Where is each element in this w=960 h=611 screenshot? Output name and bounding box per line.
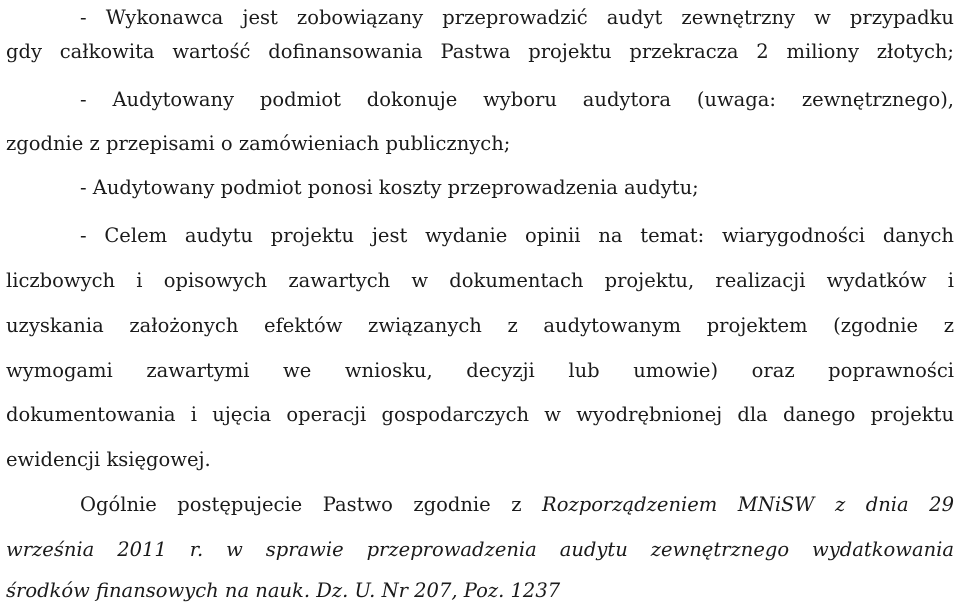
text-line-8: uzyskania założonych efektów związanych z audytowanym projektem (zgodnie z bbox=[6, 314, 954, 337]
text-line-4: zgodnie z przepisami o zamówieniach publicznych; bbox=[6, 132, 511, 155]
text-line-7: liczbowych i opisowych zawartych w dokumentach projektu, realizacji wydatków i bbox=[6, 269, 954, 292]
closing-line-1-italic: Rozporządzeniem MNiSW z dnia 29 bbox=[542, 493, 954, 516]
text-line-2: gdy całkowita wartość dofinansowania Pastwa projektu przekracza 2 miliony złotych; bbox=[6, 40, 954, 63]
text-line-1: - Wykonawca jest zobowiązany przeprowadzić audyt zewnętrzny w przypadku bbox=[80, 6, 954, 29]
text-line-11: ewidencji księgowej. bbox=[6, 448, 211, 471]
closing-line-1-normal: Ogólnie postępujecie Pastwo zgodnie z bbox=[80, 493, 543, 516]
text-line-5: - Audytowany podmiot ponosi koszty przeprowadzenia audytu; bbox=[80, 176, 699, 199]
closing-line-1 bbox=[80, 485, 954, 525]
text-line-10: dokumentowania i ujęcia operacji gospodarczych w wyodrębnionej dla danego projektu bbox=[6, 403, 954, 426]
closing-line-2: września 2011 r. w sprawie przeprowadzenia audytu zewnętrznego wydatkowania bbox=[6, 538, 954, 561]
text-line-9: wymogami zawartymi we wniosku, decyzji lub umowie) oraz poprawności bbox=[6, 359, 954, 382]
text-line-6: - Celem audytu projektu jest wydanie opinii na temat: wiarygodności danych bbox=[80, 224, 954, 247]
text-line-3: - Audytowany podmiot dokonuje wyboru audytora (uwaga: zewnętrznego), bbox=[80, 88, 954, 111]
closing-line-3: środków finansowych na nauk. Dz. U. Nr 207, Poz. 1237 bbox=[6, 579, 561, 602]
